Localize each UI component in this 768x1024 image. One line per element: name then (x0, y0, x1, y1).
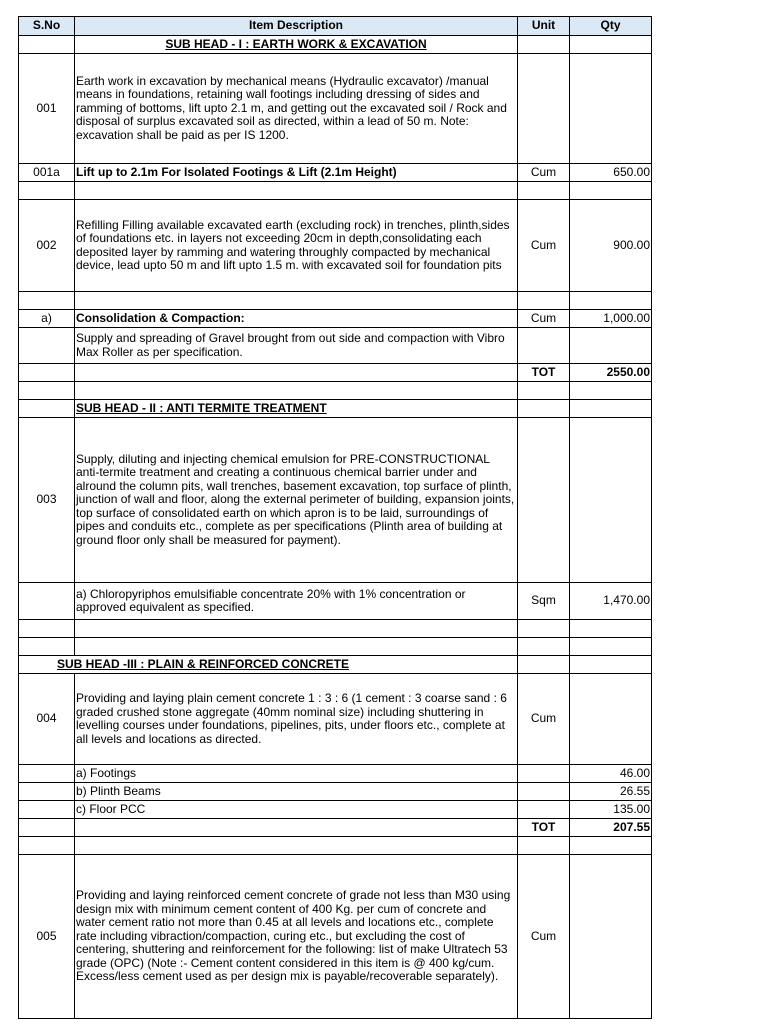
item-description: Consolidation & Compaction: (75, 310, 518, 328)
item-qty: 135.00 (570, 801, 652, 819)
item-qty: 1,000.00 (570, 310, 652, 328)
header-qty: Qty (570, 17, 652, 36)
item-description: Refilling Filling available excavated earth (excluding rock) in trenches, plinth,sides of foundations etc. in layers not exceeding 20cm in depth,consolidating each deposited layer by ramming and watering throughly compacted by mechanical device, lead upto 50 m and lift upto 1.5 m. with excavated soil for foundation pits (75, 200, 518, 292)
item-number: 002 (19, 200, 75, 292)
empty-row (19, 182, 652, 200)
item-description: a) Footings (75, 765, 518, 783)
item-description: Providing and laying plain cement concrete 1 : 3 : 6 (1 cement : 3 coarse sand : 6 graded crushed stone aggregate (40mm nominal size) including shuttering in levelling courses under foundations, pipelines, pits, under floors etc., complete at all levels and locations as directed. (75, 674, 518, 765)
table-row (19, 310, 652, 328)
sub-head-row (19, 36, 652, 54)
item-number: 001a (19, 164, 75, 182)
item-description: Providing and laying reinforced cement concrete of grade not less than M30 using design mix with minimum cement content of 400 Kg. per cum of concrete and water cement ratio not more than 0.45 at all levels and locations etc., complete rate including vibraction/compaction, curing etc., but excluding the cost of centering, shuttering and reinforcement for the following: list of make Ultratech 53 grade (OPC) (Note :- Cement content considered in this item is @ 400 kg/cum. Excess/less cement used as per design mix is payable/recoverable separately). (75, 855, 518, 1019)
empty-row (19, 837, 652, 855)
item-qty: 1,470.00 (570, 583, 652, 620)
sub-head-row (19, 400, 652, 418)
table-row (19, 783, 652, 801)
header-unit: Unit (518, 17, 570, 36)
total-label: TOT (518, 364, 570, 382)
item-number: 003 (19, 418, 75, 583)
sub-head-row (19, 656, 652, 674)
table-row (19, 674, 652, 765)
table-row (19, 418, 652, 583)
item-unit: Cum (518, 674, 570, 765)
item-unit: Cum (518, 164, 570, 182)
item-qty: 650.00 (570, 164, 652, 182)
empty-row (19, 382, 652, 400)
total-row (19, 819, 652, 837)
item-unit: Cum (518, 200, 570, 292)
header-row (19, 17, 652, 36)
boq-table (18, 16, 652, 1019)
table-row (19, 583, 652, 620)
table-row (19, 164, 652, 182)
total-row (19, 364, 652, 382)
item-number: 001 (19, 54, 75, 164)
item-unit: Cum (518, 855, 570, 1019)
item-number: 005 (19, 855, 75, 1019)
total-qty: 2550.00 (570, 364, 652, 382)
table-row (19, 328, 652, 364)
item-description: a) Chloropyriphos emulsifiable concentrate 20% with 1% concentration or approved equivalent as specified. (75, 583, 518, 620)
item-unit: Cum (518, 310, 570, 328)
item-description: c) Floor PCC (75, 801, 518, 819)
table-row (19, 54, 652, 164)
item-unit: Sqm (518, 583, 570, 620)
item-description: b) Plinth Beams (75, 783, 518, 801)
empty-row (19, 638, 652, 656)
item-description: Earth work in excavation by mechanical means (Hydraulic excavator) /manual means in foundations, retaining wall footings including dressing of sides and ramming of bottoms, lift upto 2.1 m, and getting out the excavated soil / Rock and disposal of surplus excavated soil as directed, within a lead of 50 m. Note: excavation shall be paid as per IS 1200. (75, 54, 518, 164)
item-description: Supply, diluting and injecting chemical emulsion for PRE-CONSTRUCTIONAL anti-termite treatment and creating a continuous chemical barrier under and alround the column pits, wall trenches, basement excavation, top surface of plinth, junction of wall and floor, along the external perimeter of building, expansion joints, top surface of consolidated earth on which apron is to be laid, surroundings of pipes and conduits etc., complete as per specifications (Plinth area of building at ground floor only shall be measured for payment). (75, 418, 518, 583)
table-row (19, 801, 652, 819)
sub-head-title: SUB HEAD - I : EARTH WORK & EXCAVATION (75, 36, 518, 54)
item-description: Lift up to 2.1m For Isolated Footings & Lift (2.1m Height) (75, 164, 518, 182)
item-qty: 900.00 (570, 200, 652, 292)
item-qty: 46.00 (570, 765, 652, 783)
empty-row (19, 620, 652, 638)
total-qty: 207.55 (570, 819, 652, 837)
item-number: a) (19, 310, 75, 328)
empty-row (19, 292, 652, 310)
total-label: TOT (518, 819, 570, 837)
sub-head-title: SUB HEAD -III : PLAIN & REINFORCED CONCRETE (19, 656, 518, 674)
sub-head-title: SUB HEAD - II : ANTI TERMITE TREATMENT (75, 400, 518, 418)
header-sno: S.No (19, 17, 75, 36)
table-row (19, 855, 652, 1019)
item-qty: 26.55 (570, 783, 652, 801)
item-note: Supply and spreading of Gravel brought from out side and compaction with Vibro Max Roller as per specification. (75, 328, 518, 364)
item-number: 004 (19, 674, 75, 765)
header-description: Item Description (75, 17, 518, 36)
table-row (19, 200, 652, 292)
table-row (19, 765, 652, 783)
